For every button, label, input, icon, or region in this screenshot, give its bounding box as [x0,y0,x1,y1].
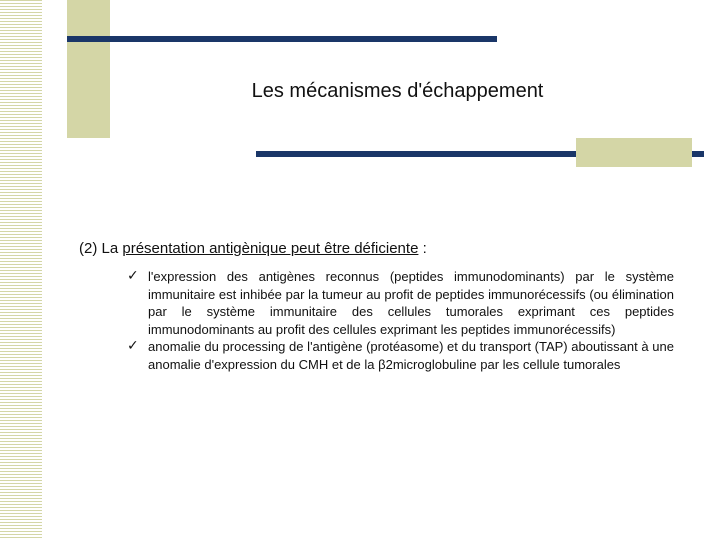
subtitle-suffix: : [418,240,427,257]
bullet-text: anomalie du processing de l'antigène (protéasome) et du transport (TAP) aboutissant à une anomalie d'expression du CMH et de la [148,339,674,372]
decorative-block-right [576,138,692,167]
subtitle-prefix: (2) La [79,240,123,257]
subtitle-underlined: présentation antigènique peut être déficiente [122,240,419,257]
check-icon: ✓ [127,338,139,354]
beta-symbol: β [378,356,386,372]
title-top-bar [67,36,497,42]
bullet-text-end: 2microglobuline par les cellule tumorales [385,356,621,372]
decorative-block-top [67,0,110,138]
bullet-item [127,338,674,373]
slide-subtitle [79,240,427,257]
check-icon: ✓ [127,268,139,284]
bullet-list [127,268,674,373]
slide-title: Les mécanismes d'échappement [251,80,544,102]
bullet-text: l'expression des antigènes reconnus (peptides immunodominants) par le système immunitaire est inhibée par la tumeur au profit de peptides immunorécessifs (ou élimination par le système immunitaire des cellules tumorales exprimant ces peptides immunodominants au profit des cellules exprimant les peptides immunorécessifs) [148,269,674,337]
bullet-item [127,268,674,338]
